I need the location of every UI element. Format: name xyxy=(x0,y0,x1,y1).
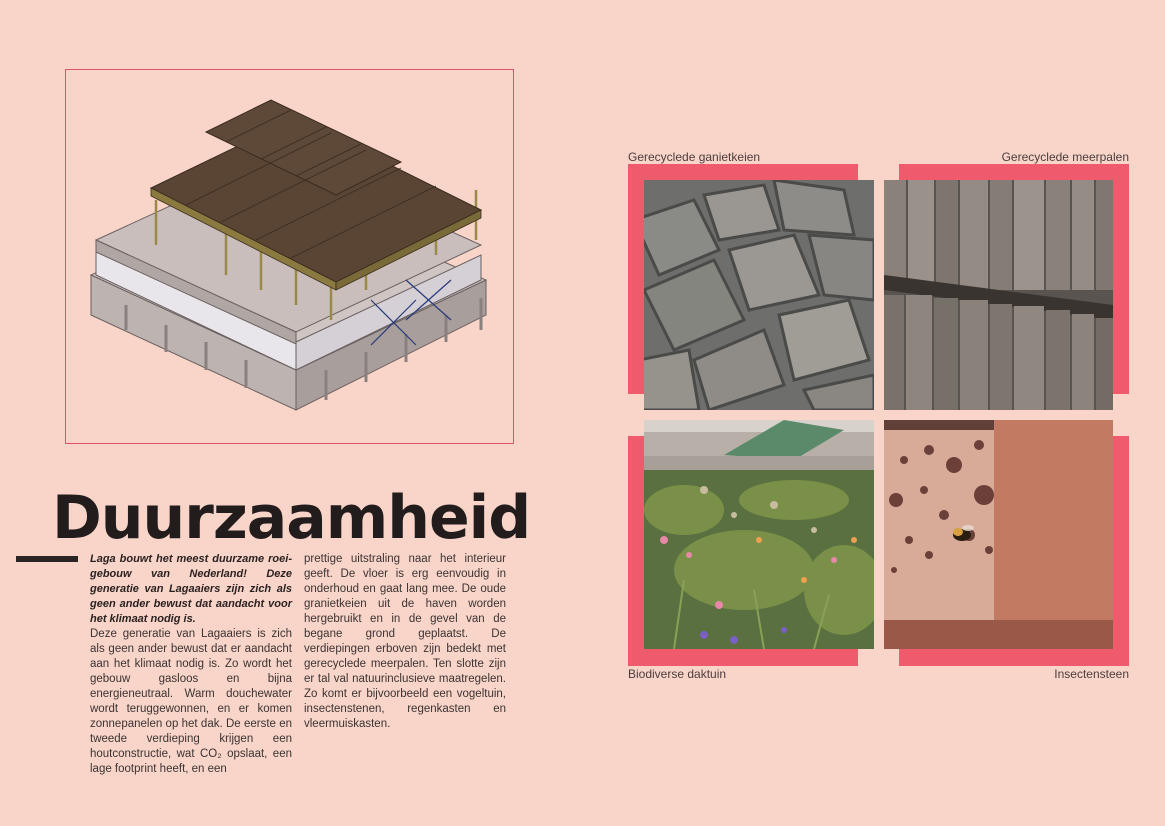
photo-granite-cobbles xyxy=(644,180,874,410)
article-body-1: Deze generatie van Lagaaiers is zich als geen ander bewust dat er aandacht aan het klimaat nodig is. Zo wordt het gebouw gasloos en bijna energieneutraal. Warm douchewater wordt teruggewonnen, en er komen zonnepanelen op het dak. De eerste en tweede verdieping krijgen een houtconstructie, wat CO₂ opslaat, een lage footprint heeft, en een xyxy=(90,628,292,775)
photo-mooring-posts xyxy=(884,180,1113,410)
article-body-2: prettige uitstraling naar het interieur geeft. De vloer is erg eenvoudig in onderhoud en gaat lang mee. De oude granietkeien uit de haven worden hergebruikt en in de gevel van de begane grond geplaatst. De verdiepingen erboven zijn bedekt met gerecyclede meerpalen. Ten slotte zijn er tal val natuurinclusieve maatregelen. Zo komt er bijvoorbeeld een vogeltuin, insectenstenen, regenkasten en vleermuiskasten. xyxy=(304,553,506,730)
photo-insect-stone xyxy=(884,420,1113,649)
photo-roof-garden xyxy=(644,420,874,649)
title-underline xyxy=(16,556,78,562)
article-column-2 xyxy=(304,552,506,732)
page-title: Duurzaamheid xyxy=(52,483,531,553)
article-column-1 xyxy=(90,552,292,777)
building-axonometric-drawing xyxy=(66,70,515,445)
article-lead: Laga bouwt het meest duurzame roeigebouw van Nederland! Deze generatie van Lagaaiers zijn zich als geen ander bewust dat aandacht voor het klimaat nodig is. xyxy=(90,553,292,625)
caption-granite: Gerecyclede ganietkeien xyxy=(628,150,761,164)
caption-mooring-posts: Gerecyclede meerpalen xyxy=(1001,150,1129,164)
caption-roof-garden: Biodiverse daktuin xyxy=(628,667,727,681)
caption-insect-stone: Insectensteen xyxy=(1054,667,1129,681)
building-drawing-frame xyxy=(65,69,514,444)
